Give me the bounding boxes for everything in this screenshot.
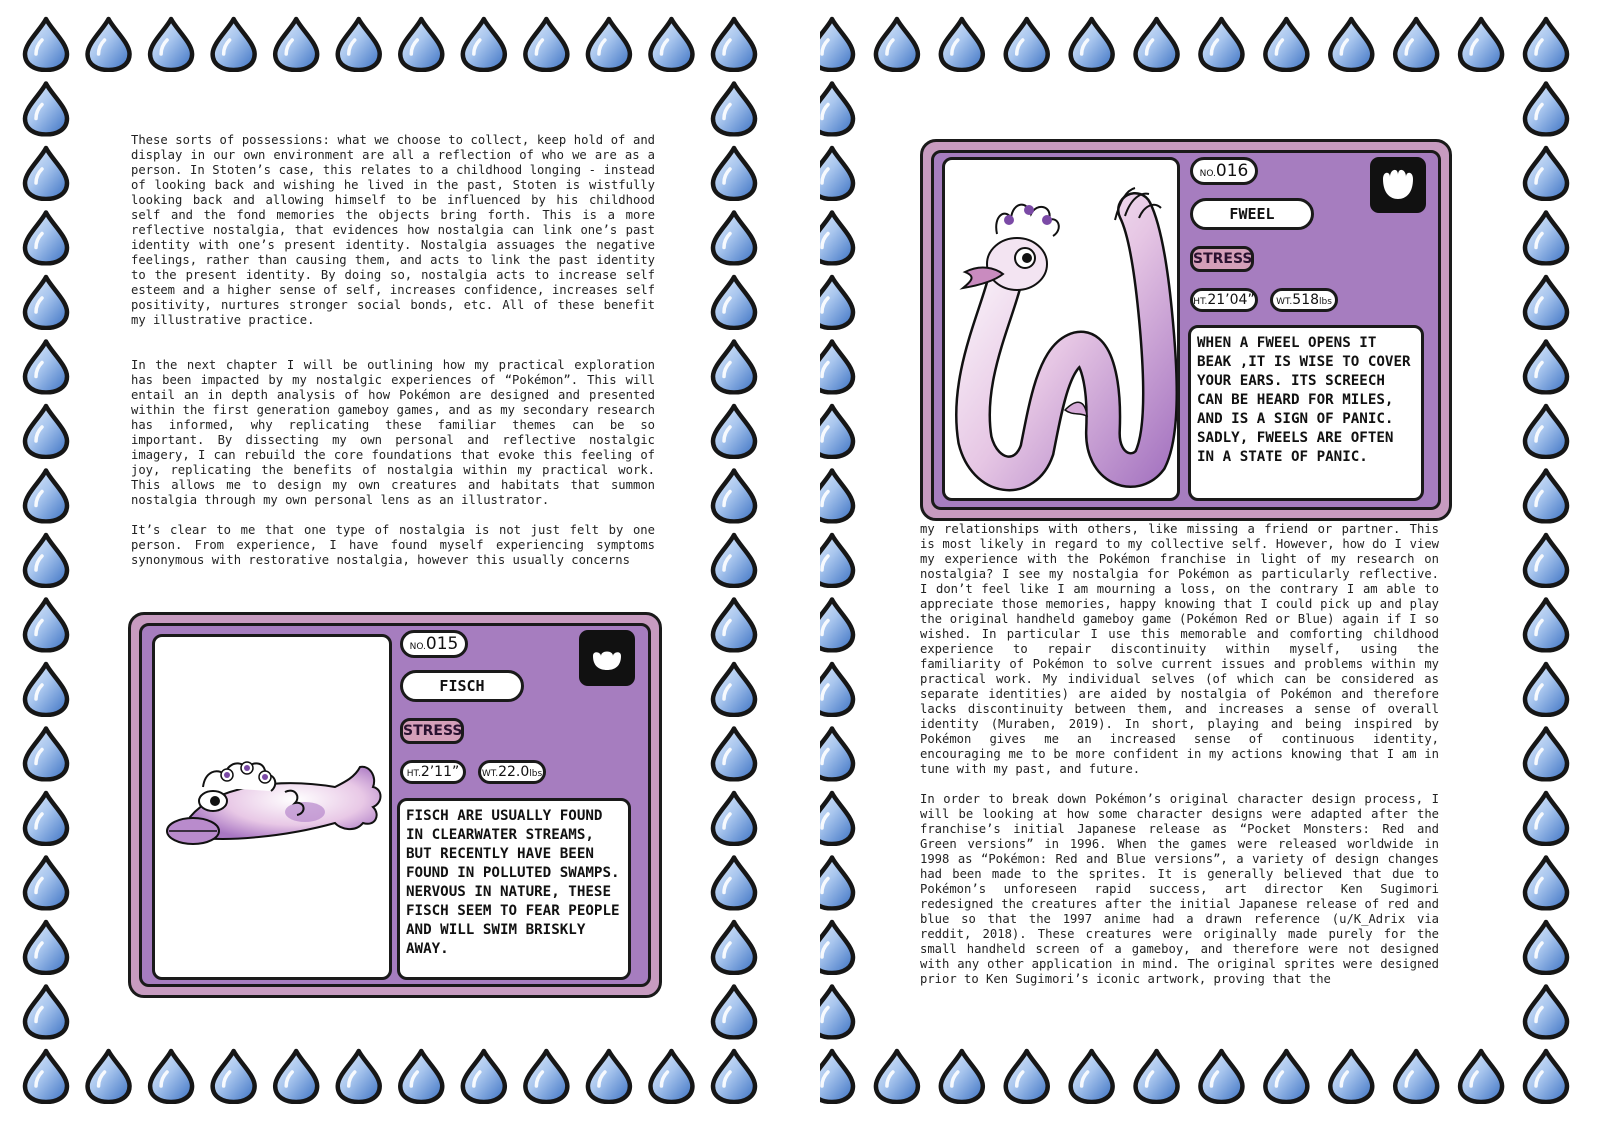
fisch-weight: 22.0: [498, 764, 530, 780]
water-drop-icon: [1525, 471, 1567, 522]
water-drop-icon: [820, 84, 853, 135]
water-drop-icon: [25, 535, 67, 586]
water-drop-icon: [1395, 1051, 1437, 1102]
fisch-number: 015: [425, 634, 459, 654]
water-drop-icon: [713, 277, 755, 328]
fweel-description-box: [1188, 325, 1424, 501]
water-drop-icon: [213, 19, 255, 70]
water-drop-icon: [713, 729, 755, 780]
fisch-card-panel: [139, 623, 651, 987]
water-drop-icon: [1071, 1051, 1113, 1102]
water-drop-icon: [713, 535, 755, 586]
water-drop-icon: [150, 1051, 192, 1102]
fweel-portrait: [942, 157, 1180, 501]
left-body-text: [131, 133, 655, 583]
fisch-height-stat: HT.2’11”: [400, 760, 466, 784]
water-drop-icon: [876, 1051, 918, 1102]
water-drop-icon: [1525, 535, 1567, 586]
fweel-height-stat: HT.21’04”: [1190, 288, 1258, 312]
water-drop-icon: [1200, 19, 1242, 70]
water-drop-icon: [820, 342, 853, 393]
fweel-name: FWEEL: [1229, 205, 1275, 223]
water-drop-icon: [400, 19, 442, 70]
water-drop-icon: [463, 1051, 505, 1102]
water-drop-icon: [88, 19, 130, 70]
water-drop-icon: [820, 277, 853, 328]
water-drop-icon: [1460, 1051, 1502, 1102]
fweel-card-panel: [931, 150, 1441, 510]
water-drop-icon: [713, 664, 755, 715]
water-drop-icon: [941, 19, 983, 70]
fisch-weight-stat: WT.22.0lbs: [478, 760, 546, 784]
left-page: [0, 0, 780, 1132]
water-drop-icon: [1525, 858, 1567, 909]
water-drop-icon: [820, 793, 853, 844]
fisch-name-pill: [400, 670, 524, 702]
water-drop-icon: [650, 19, 692, 70]
water-drop-icon: [25, 858, 67, 909]
water-drop-icon: [1525, 84, 1567, 135]
water-drop-icon: [1525, 277, 1567, 328]
water-drop-icon: [1525, 793, 1567, 844]
water-drop-icon: [713, 148, 755, 199]
water-drop-icon: [25, 793, 67, 844]
fweel-creature-illustration: [945, 160, 1177, 498]
right-page: [820, 0, 1600, 1132]
fisch-height: 2’11”: [420, 764, 460, 780]
water-drop-icon: [25, 213, 67, 264]
water-drop-icon: [713, 19, 755, 70]
water-drop-icon: [275, 1051, 317, 1102]
fisch-description-box: [397, 798, 631, 980]
water-drop-icon: [713, 342, 755, 393]
water-drop-icon: [25, 729, 67, 780]
fweel-type-badge: STRESS: [1190, 246, 1254, 272]
water-drop-icon: [1006, 19, 1048, 70]
right-paragraph-2: In order to break down Pokémon’s original character design process, I will be looking at how some character designs were adapted after the franchise’s initial Japanese release as “Pocket Monsters: Red and Green versions” in 1996. When the games were released worldwide in 1998 as “Pokémon: Red and Blue versions”, a variety of design changes had been made to the sprites. It is generally believed that due to Pokémon’s unforeseen rapid success, art director Ken Sugimori redesigned the creatures after the initial Japanese release of red and blue so that the 1997 anime had a drawn reference (u/K_Adrix via reddit, 2018). These creatures were originally made purely for the small handheld screen of a gameboy, and therefore were not designed with any other application in mind. The original sprites were designed prior to Ken Sugimori’s iconic artwork, proving that the: [920, 792, 1439, 986]
fweel-weight-stat: WT.518lbs: [1270, 288, 1338, 312]
water-drop-icon: [941, 1051, 983, 1102]
water-drop-icon: [25, 664, 67, 715]
fisch-card: [128, 612, 662, 998]
water-drop-icon: [1525, 213, 1567, 264]
water-type-emblem-icon: [579, 630, 635, 686]
water-drop-icon: [338, 19, 380, 70]
water-drop-icon: [820, 858, 853, 909]
water-drop-icon: [1395, 19, 1437, 70]
fweel-number-pill: NO.016: [1190, 157, 1258, 185]
water-drop-icon: [525, 19, 567, 70]
water-drop-icon: [1006, 1051, 1048, 1102]
water-drop-icon: [820, 987, 853, 1038]
water-drop-icon: [25, 922, 67, 973]
water-drop-icon: [713, 84, 755, 135]
fweel-height: 21’04”: [1207, 292, 1255, 308]
water-drop-icon: [1265, 1051, 1307, 1102]
water-drop-icon: [1460, 19, 1502, 70]
water-drop-icon: [876, 19, 918, 70]
water-drop-icon: [820, 600, 853, 651]
water-drop-icon: [713, 213, 755, 264]
fweel-name-pill: [1190, 198, 1314, 230]
left-paragraph-3: It’s clear to me that one type of nostalgia is not just felt by one person. From experience, I have found myself experiencing symptoms synonymous with restorative nostalgia, however this usually concerns: [131, 523, 655, 567]
water-drop-icon: [588, 1051, 630, 1102]
water-drop-icon: [1071, 19, 1113, 70]
water-drop-icon: [713, 922, 755, 973]
water-drop-icon: [1265, 19, 1307, 70]
water-drop-icon: [820, 729, 853, 780]
water-drop-icon: [338, 1051, 380, 1102]
water-drop-icon: [1525, 148, 1567, 199]
water-drop-icon: [25, 1051, 67, 1102]
fisch-portrait: [152, 634, 392, 980]
water-drop-icon: [1200, 1051, 1242, 1102]
water-drop-icon: [820, 406, 853, 457]
water-drop-icon: [820, 922, 853, 973]
water-drop-icon: [820, 213, 853, 264]
water-drop-icon: [650, 1051, 692, 1102]
water-drop-icon: [400, 1051, 442, 1102]
water-drop-icon: [713, 1051, 755, 1102]
water-drop-icon: [1136, 1051, 1178, 1102]
water-drop-icon: [820, 471, 853, 522]
water-drop-icon: [713, 793, 755, 844]
water-drop-icon: [213, 1051, 255, 1102]
water-drop-icon: [713, 600, 755, 651]
water-drop-icon: [25, 84, 67, 135]
water-drop-icon: [713, 471, 755, 522]
water-drop-icon: [25, 987, 67, 1038]
water-drop-icon: [1330, 1051, 1372, 1102]
water-drop-icon: [1525, 922, 1567, 973]
water-drop-icon: [820, 19, 853, 70]
water-drop-icon: [820, 1051, 853, 1102]
water-drop-icon: [150, 19, 192, 70]
water-drop-icon: [820, 535, 853, 586]
water-drop-icon: [525, 1051, 567, 1102]
water-drop-icon: [25, 471, 67, 522]
water-drop-icon: [1525, 1051, 1567, 1102]
water-drop-icon: [1525, 600, 1567, 651]
left-paragraph-2: In the next chapter I will be outlining how my practical exploration has been impacted by my nostalgic experiences of “Pokémon”. This will entail an in depth analysis of how Pokémon are designed and presented within the first generation gameboy games, and as my secondary research has informed, why replicating these familiar themes can be so important. By dissecting my own personal and reflective nostalgic imagery, I can rebuild the core foundations that evoke this feeling of joy, replicating the benefits of nostalgia within my practical work. This allows me to design my own creatures and habitats that summon nostalgia through my own personal lens as an illustrator.: [131, 358, 655, 507]
water-drop-icon: [88, 1051, 130, 1102]
water-drop-icon: [1525, 406, 1567, 457]
fisch-description: FISCH ARE USUALLY FOUND IN CLEARWATER STREAMS, BUT RECENTLY HAVE BEEN FOUND IN POLLUTED SWAMPS. NERVOUS IN NATURE, THESE FISCH SEEM TO FEAR PEOPLE AND WILL SWIM BRISKLY AWAY.: [406, 808, 620, 957]
water-drop-icon: [25, 148, 67, 199]
water-drop-icon: [1525, 342, 1567, 393]
water-drop-icon: [820, 664, 853, 715]
water-drop-icon: [25, 406, 67, 457]
water-drop-icon: [25, 600, 67, 651]
water-drop-icon: [25, 277, 67, 328]
water-drop-icon: [275, 19, 317, 70]
left-paragraph-1: These sorts of possessions: what we choose to collect, keep hold of and display in our own environment are all a reflection of who we are as a person. In Stoten’s case, this relates to a childhood longing - instead of looking back and wishing he lived in the past, Stoten is wistfully looking back and allowing himself to be influenced by his childhood self and the fond memories the objects bring forth. This is a more reflective nostalgia, that evidences how nostalgia can link one’s past identity with one’s present identity. Nostalgia assuages the negative feelings, rather than causing them, and acts to link the past identity to the present identity. By doing so, nostalgia acts to increase self esteem and a higher sense of self, increases confidence, increases self positivity, nurtures stronger social bonds, etc. All of these benefit my illustrative practice.: [131, 133, 655, 327]
water-drop-icon: [713, 987, 755, 1038]
fweel-weight: 518: [1292, 292, 1320, 308]
fisch-type-badge: STRESS: [400, 718, 464, 744]
water-drop-icon: [1330, 19, 1372, 70]
water-drop-icon: [1525, 19, 1567, 70]
water-drop-icon: [463, 19, 505, 70]
water-drop-icon: [1525, 729, 1567, 780]
right-paragraph-1: my relationships with others, like missing a friend or partner. This is most likely in regard to my collective self. However, how do I view my experience with the Pokémon franchise in light of my research on nostalgia? I see my nostalgia for Pokémon as particularly reflective. I don’t feel like I am mourning a loss, on the contrary I am able to appreciate those memories, happy knowing that I could pick up and play the original handheld gameboy game (Pokémon Red or Blue) again if I so wished. In particular I use this memorable and comforting childhood experience to repair discontinuity within myself, using the familiarity of Pokémon to solve current issues and problems within my practical work. My individual selves (of which can be considered as separate identities) are aided by nostalgia of Pokémon and therefore lacks discontinuity between them, and increases a sense of overall identity (Muraben, 2019). In short, playing and being inspired by Pokémon gives me an increased sense of continuous identity, encouraging me to be more confident in my actions knowing that I am in tune with my past, and future.: [920, 522, 1439, 776]
fweel-card: [920, 139, 1452, 521]
water-drop-icon: [25, 19, 67, 70]
fweel-number: 016: [1215, 161, 1249, 181]
water-drop-icon: [713, 406, 755, 457]
water-drop-icon: [1525, 664, 1567, 715]
fweel-description: WHEN A FWEEL OPENS IT BEAK ,IT IS WISE TO COVER YOUR EARS. ITS SCREECH CAN BE HEARD FOR MILES, AND IS A SIGN OF PANIC. SADLY, FWEELS ARE OFTEN IN A STATE OF PANIC.: [1197, 335, 1411, 465]
water-drop-icon: [820, 148, 853, 199]
fisch-name: FISCH: [439, 677, 485, 695]
water-drop-icon: [1525, 987, 1567, 1038]
water-drop-icon: [1136, 19, 1178, 70]
water-drop-icon: [713, 858, 755, 909]
fisch-number-pill: NO.015: [400, 630, 468, 658]
grass-type-emblem-icon: [1370, 157, 1426, 213]
water-drop-icon: [25, 342, 67, 393]
water-drop-icon: [588, 19, 630, 70]
right-body-text: [920, 522, 1439, 1002]
fisch-creature-illustration: [155, 637, 389, 977]
